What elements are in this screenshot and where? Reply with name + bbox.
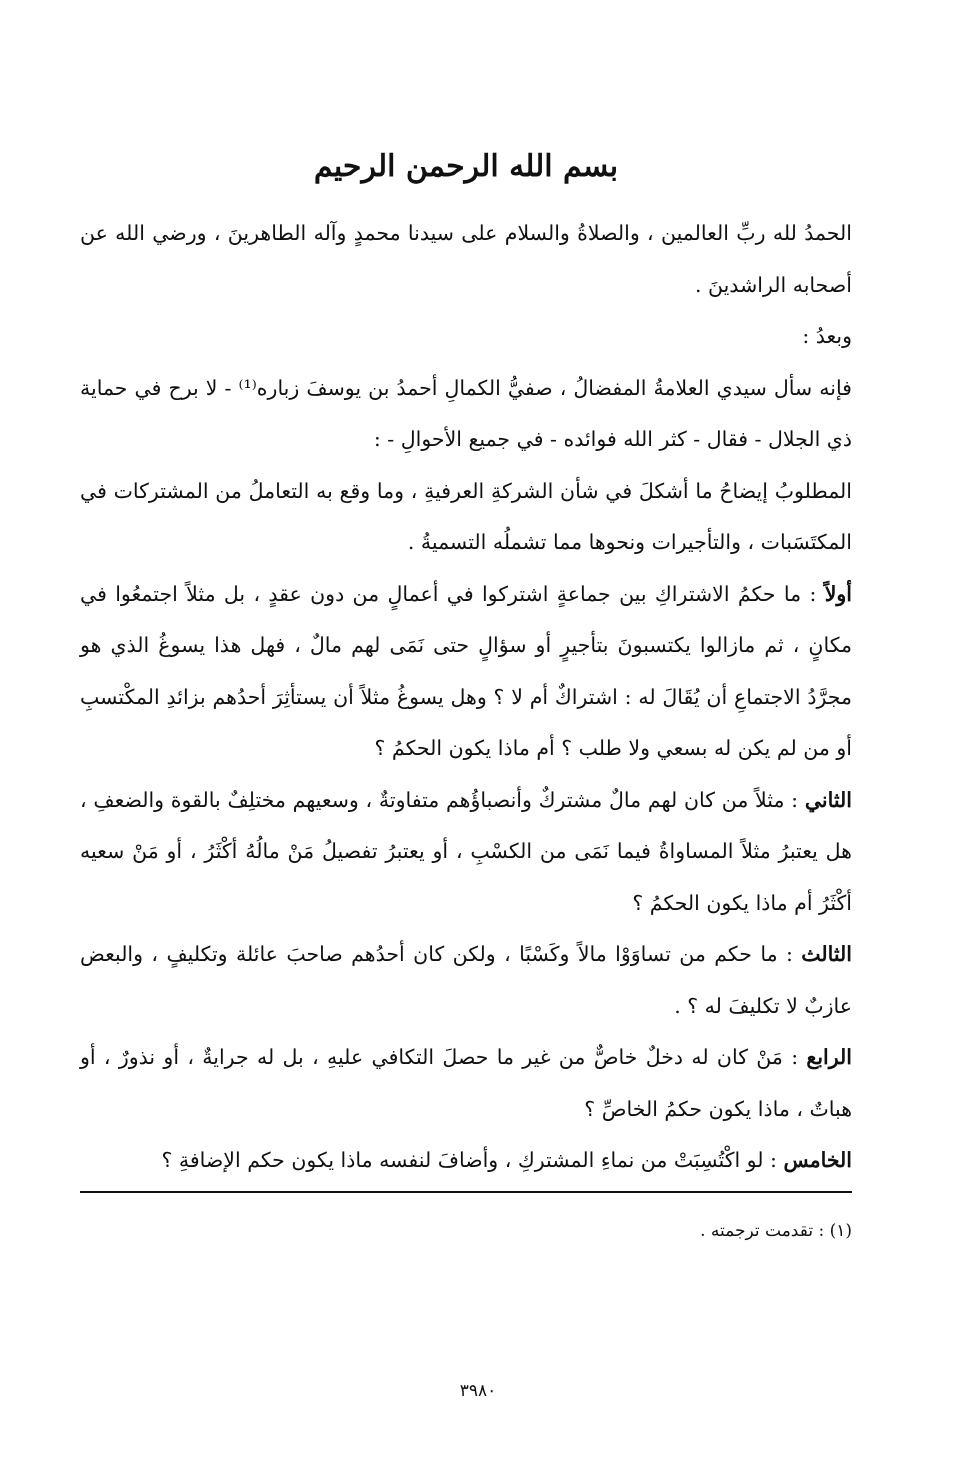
matlub-paragraph: المطلوبُ إيضاحُ ما أشكلَ في شأن الشركةِ العرفيةِ ، وما وقع به التعاملُ من المشتركات في المكتَسَبات ، والتأجيرات ونحوها مما تشملُه التسميةُ . bbox=[80, 478, 852, 554]
question-third-label: الثالث bbox=[801, 942, 852, 966]
question-third bbox=[80, 929, 852, 1032]
document-body bbox=[80, 140, 852, 1187]
question-first bbox=[80, 569, 852, 775]
question-fourth bbox=[80, 1032, 852, 1135]
question-second bbox=[80, 775, 852, 930]
question-first-label: أولاً bbox=[824, 581, 853, 606]
question-first-text: : ما حكمُ الاشتراكِ بين جماعةٍ اشتركوا في أعمالٍ من دون عقدٍ ، بل مثلاً اجتمعُوا في مكانٍ ، ثم مازالوا يكتسبونَ بتأجيرٍ أو سؤالٍ حتى نَمَى لهم مالٌ ، فهل هذا يسوغُ الذي هو مجرَّدُ الاجتماعِ أن يُقَالَ له : اشتراكٌ أم لا ؟ وهل يسوغُ مثلاً أن يستأثِرَ أحدُهم بزائدِ المكْتسبِ أو من لم يكن له بسعي ولا طلب ؟ أم ماذا يكون الحكمُ ؟ bbox=[80, 581, 852, 760]
question-fifth-label: الخامس bbox=[783, 1148, 852, 1172]
question-intro-paragraph: فإنه سأل سيدي العلامةُ المفضالُ ، صفيُّ الكمالِ أحمدُ بن يوسفَ زباره⁽¹⁾ - لا برح في حماية ذي الجلال - فقال - كثر الله فوائده - في جميع الأحوالِ - : bbox=[80, 375, 852, 451]
footnote-divider bbox=[80, 1191, 852, 1193]
question-fourth-label: الرابع bbox=[806, 1045, 852, 1069]
wabaad-line: وبعدُ : bbox=[802, 324, 852, 348]
question-fifth-text: : لو اكْتُسِبَتْ من نماءِ المشتركِ ، وأضافَ لنفسه ماذا يكون حكم الإضافةِ ؟ bbox=[161, 1148, 784, 1172]
question-fourth-text: : مَنْ كان له دخلٌ خاصٌّ من غير ما حصلَ التكافي عليهِ ، بل له جرايةٌ ، أو نذورٌ ، أو هباتٌ ، ماذا يكون حكمُ الخاصِّ ؟ bbox=[80, 1045, 852, 1121]
question-second-text: : مثلاً من كان لهم مالٌ مشتركٌ وأنصباؤُهم متفاوتةٌ ، وسعيهم مختلِفٌ بالقوة والضعفِ ، هل يعتبرُ مثلاً المساواةُ فيما نَمَى من الكسْبِ ، أو يعتبرُ تفصيلُ مَنْ مالُهُ أكْثَرُ ، أو مَنْ سعيه أكْثَرُ أم ماذا يكون الحكمُ ؟ bbox=[80, 787, 852, 915]
page-number: ٣٩٨٠ bbox=[459, 1381, 497, 1401]
question-second-label: الثاني bbox=[804, 787, 852, 812]
footnote: (١) : تقدمت ترجمته . bbox=[700, 1221, 852, 1241]
intro-paragraph: الحمدُ لله ربِّ العالمين ، والصلاةُ والسلام على سيدنا محمدٍ وآله الطاهرينَ ، ورضي الله عن أصحابه الراشدينَ . bbox=[80, 221, 852, 297]
basmala-title: بسم الله الرحمن الرحيم bbox=[313, 149, 619, 184]
question-fifth bbox=[80, 1135, 852, 1187]
question-third-text: : ما حكم من تساوَوْا مالاً وكَسْبًا ، ولكن كان أحدُهم صاحبَ عائلة وتكليفٍ ، والبعض عازبٌ لا تكليفَ له ؟ . bbox=[80, 942, 852, 1018]
